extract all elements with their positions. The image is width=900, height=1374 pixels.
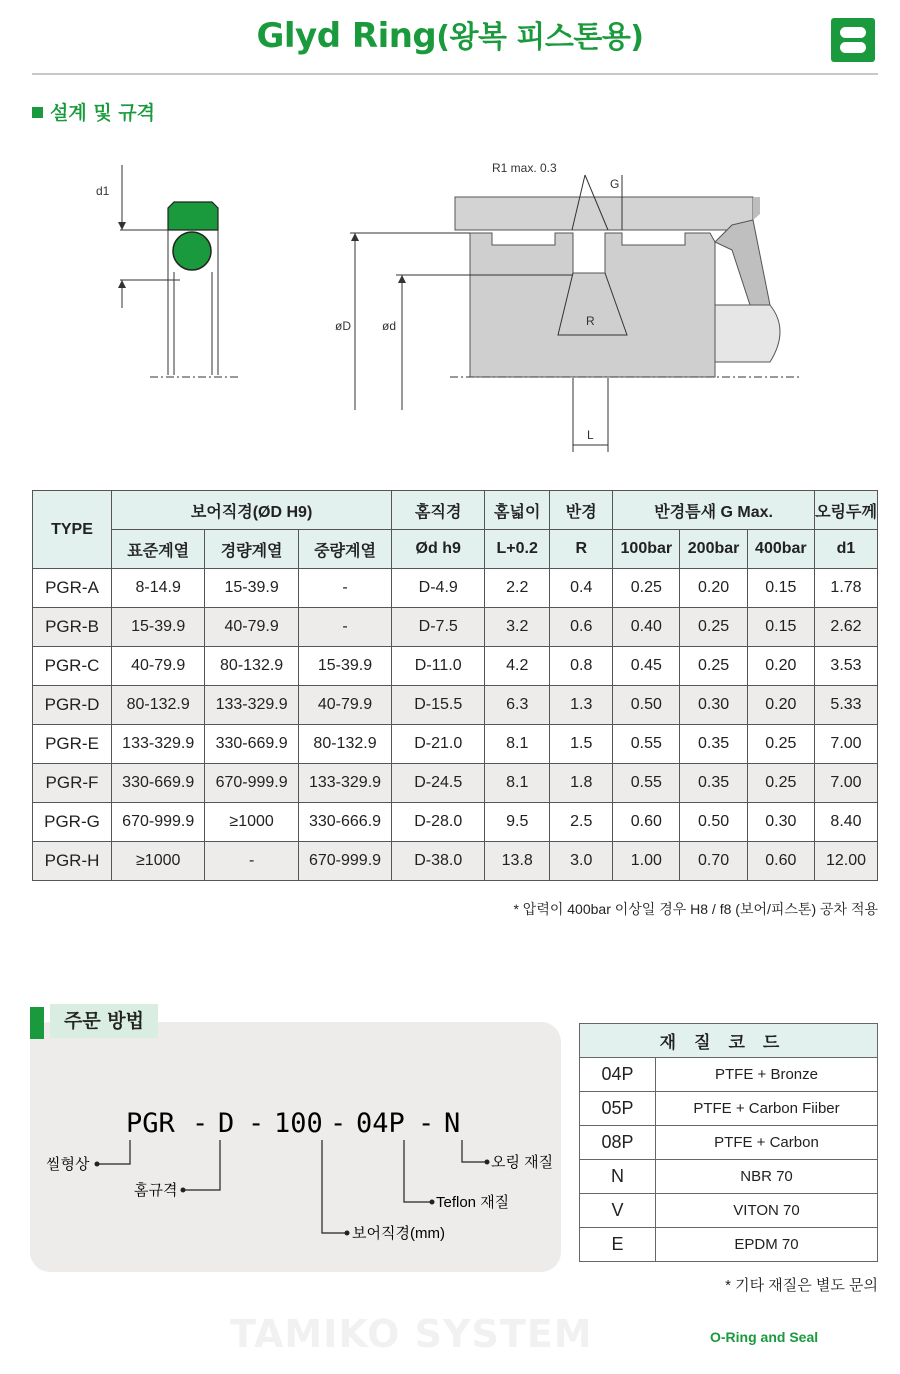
table-row <box>33 803 878 842</box>
table-cell: 9.5 <box>485 803 550 842</box>
subheader-standard: 표준계열 <box>112 530 205 569</box>
table-cell: 8.1 <box>485 725 550 764</box>
connector-dot-teflon <box>430 1200 435 1205</box>
code-part-oring: N <box>444 1108 461 1139</box>
glyd-ring-seal-shape <box>168 202 218 230</box>
material-row <box>580 1228 878 1262</box>
table-row <box>33 608 878 647</box>
table-cell: 1.78 <box>815 569 878 608</box>
table-cell: D-11.0 <box>392 647 485 686</box>
material-code: E <box>580 1228 656 1262</box>
subheader-200bar: 200bar <box>680 530 747 569</box>
id-arrowhead <box>398 275 406 283</box>
table-row <box>33 725 878 764</box>
table-cell-type: PGR-G <box>33 803 112 842</box>
label-oring-material: 오링 재질 <box>491 1154 554 1171</box>
material-note: * 기타 재질은 별도 문의 <box>725 1277 878 1294</box>
material-row <box>580 1092 878 1126</box>
table-cell: 670-999.9 <box>205 764 298 803</box>
table-cell: 12.00 <box>815 842 878 881</box>
label-r1-max: R1 max. 0.3 <box>492 161 557 175</box>
table-cell: 1.00 <box>613 842 680 881</box>
subheader-400bar: 400bar <box>747 530 814 569</box>
o-ring-shape <box>173 232 211 270</box>
table-cell: 0.30 <box>747 803 814 842</box>
table-cell: 7.00 <box>815 725 878 764</box>
material-row <box>580 1058 878 1092</box>
table-cell: 0.25 <box>680 647 747 686</box>
table-cell: D-15.5 <box>392 686 485 725</box>
connector-seal-type <box>97 1140 130 1164</box>
table-cell: 6.3 <box>485 686 550 725</box>
connector-bore-dia <box>322 1140 347 1233</box>
table-cell: 0.55 <box>613 725 680 764</box>
code-sep-2: - <box>248 1108 265 1139</box>
material-code: 08P <box>580 1126 656 1160</box>
table-cell: 0.50 <box>613 686 680 725</box>
material-code: 05P <box>580 1092 656 1126</box>
header-bore-diameter: 보어직경(ØD H9) <box>112 491 392 530</box>
table-cell: 1.8 <box>550 764 613 803</box>
material-table-title: 재질코드 <box>580 1024 878 1058</box>
material-code: N <box>580 1160 656 1194</box>
table-cell: 80-132.9 <box>112 686 205 725</box>
table-cell: ≥1000 <box>112 842 205 881</box>
table-cell: 670-999.9 <box>298 842 391 881</box>
code-part-groove: D <box>218 1108 235 1139</box>
label-id: ød <box>382 319 397 333</box>
section-title-design <box>32 98 155 125</box>
label-bore-dia: 보어직경(mm) <box>352 1225 445 1242</box>
table-cell: 2.62 <box>815 608 878 647</box>
spec-table <box>32 490 878 881</box>
cylinder-bore <box>455 197 753 230</box>
material-code-table <box>579 1023 878 1262</box>
table-cell: D-21.0 <box>392 725 485 764</box>
code-sep-1: - <box>192 1108 209 1139</box>
table-cell: 3.53 <box>815 647 878 686</box>
connector-dot-bore-dia <box>345 1231 350 1236</box>
table-row <box>33 569 878 608</box>
table-cell: 15-39.9 <box>298 647 391 686</box>
bore-end <box>753 197 760 220</box>
brand-logo-icon <box>831 18 875 62</box>
label-d1: d1 <box>96 184 110 198</box>
label-g: G <box>610 177 620 191</box>
table-cell: ≥1000 <box>205 803 298 842</box>
table-cell: 0.60 <box>613 803 680 842</box>
table-cell: 7.00 <box>815 764 878 803</box>
material-table-body <box>580 1058 878 1262</box>
table-cell: D-28.0 <box>392 803 485 842</box>
subheader-groove-dia: Ød h9 <box>392 530 485 569</box>
table-cell: - <box>298 608 391 647</box>
table-cell: 5.33 <box>815 686 878 725</box>
table-cell: D-38.0 <box>392 842 485 881</box>
table-cell-type: PGR-B <box>33 608 112 647</box>
table-cell: 0.20 <box>680 569 747 608</box>
table-cell: 3.2 <box>485 608 550 647</box>
title-main: Glyd Ring <box>256 16 437 56</box>
table-cell: 0.35 <box>680 725 747 764</box>
table-cell: 8-14.9 <box>112 569 205 608</box>
table-cell: 0.25 <box>680 608 747 647</box>
table-cell: 15-39.9 <box>112 608 205 647</box>
table-cell: 0.25 <box>747 764 814 803</box>
d1-arrowhead-top <box>118 222 126 230</box>
table-cell: 40-79.9 <box>112 647 205 686</box>
header-gap: 반경틈새 G Max. <box>613 491 815 530</box>
table-cell: D-4.9 <box>392 569 485 608</box>
table-row <box>33 647 878 686</box>
tolerance-note: * 압력이 400bar 이상일 경우 H8 / f8 (보어/피스톤) 공차 적용 <box>513 901 878 917</box>
material-description: PTFE + Carbon <box>656 1126 878 1160</box>
table-cell: 330-666.9 <box>298 803 391 842</box>
table-cell: 0.4 <box>550 569 613 608</box>
table-cell: - <box>298 569 391 608</box>
piston-chamfer <box>715 220 770 305</box>
subheader-d1: d1 <box>815 530 878 569</box>
label-r: R <box>586 314 595 328</box>
material-description: VITON 70 <box>656 1194 878 1228</box>
table-cell: 0.25 <box>747 725 814 764</box>
table-cell: 1.5 <box>550 725 613 764</box>
label-seal-type: 씰형상 <box>46 1156 90 1173</box>
table-cell: - <box>205 842 298 881</box>
connector-dot-oring <box>485 1160 490 1165</box>
table-cell: 0.6 <box>550 608 613 647</box>
table-cell: 0.60 <box>747 842 814 881</box>
table-cell: 0.15 <box>747 569 814 608</box>
table-row <box>33 842 878 881</box>
table-cell: 0.20 <box>747 686 814 725</box>
watermark-text: TAMIKO SYSTEM <box>230 1312 593 1356</box>
material-description: EPDM 70 <box>656 1228 878 1262</box>
order-code-diagram <box>0 1090 570 1260</box>
table-cell: 0.55 <box>613 764 680 803</box>
table-cell: 0.35 <box>680 764 747 803</box>
subheader-groove-width: L+0.2 <box>485 530 550 569</box>
table-cell: 15-39.9 <box>205 569 298 608</box>
table-cell-type: PGR-D <box>33 686 112 725</box>
material-row <box>580 1126 878 1160</box>
table-cell: 3.0 <box>550 842 613 881</box>
table-cell: 0.70 <box>680 842 747 881</box>
table-cell: 0.40 <box>613 608 680 647</box>
footer-tagline: O-Ring and Seal <box>710 1329 819 1345</box>
table-cell: 80-132.9 <box>205 647 298 686</box>
table-cell: 0.20 <box>747 647 814 686</box>
table-cell: 0.50 <box>680 803 747 842</box>
code-part-seal: PGR <box>126 1108 175 1139</box>
title-sub: (왕복 피스톤용) <box>436 20 644 55</box>
material-code: V <box>580 1194 656 1228</box>
header-radius: 반경 <box>550 491 613 530</box>
label-groove-spec: 홈규격 <box>134 1182 178 1199</box>
material-description: PTFE + Bronze <box>656 1058 878 1092</box>
subheader-100bar: 100bar <box>613 530 680 569</box>
order-tab-accent <box>30 1007 44 1039</box>
table-cell: 0.15 <box>747 608 814 647</box>
od-arrowhead <box>351 233 359 241</box>
table-cell: 0.45 <box>613 647 680 686</box>
table-cell: 330-669.9 <box>205 725 298 764</box>
code-part-bore: 100 <box>274 1108 323 1139</box>
header-groove-width: 홈넓이 <box>485 491 550 530</box>
table-cell-type: PGR-H <box>33 842 112 881</box>
table-cell-type: PGR-A <box>33 569 112 608</box>
square-bullet-icon <box>32 107 43 118</box>
subheader-light: 경량계열 <box>205 530 298 569</box>
table-cell: D-24.5 <box>392 764 485 803</box>
order-method-title: 주문 방법 <box>50 1004 158 1038</box>
table-cell: 133-329.9 <box>298 764 391 803</box>
piston-rod <box>715 305 780 362</box>
spec-table-body <box>33 569 878 881</box>
header-oring-thickness: 오링두께 <box>815 491 878 530</box>
table-cell: 80-132.9 <box>298 725 391 764</box>
table-cell: 0.30 <box>680 686 747 725</box>
material-description: PTFE + Carbon Fiiber <box>656 1092 878 1126</box>
table-cell: 2.2 <box>485 569 550 608</box>
table-cell-type: PGR-F <box>33 764 112 803</box>
table-cell: 0.25 <box>613 569 680 608</box>
connector-teflon <box>404 1140 432 1202</box>
connector-oring <box>462 1140 487 1162</box>
material-row <box>580 1194 878 1228</box>
table-cell-type: PGR-E <box>33 725 112 764</box>
table-cell: 1.3 <box>550 686 613 725</box>
section-title-text: 설계 및 규격 <box>50 102 155 124</box>
table-row <box>33 686 878 725</box>
subheader-heavy: 중량계열 <box>298 530 391 569</box>
page-title <box>0 12 900 56</box>
table-cell: 4.2 <box>485 647 550 686</box>
subheader-radius: R <box>550 530 613 569</box>
table-cell: 40-79.9 <box>298 686 391 725</box>
material-code: 04P <box>580 1058 656 1092</box>
table-cell: 8.40 <box>815 803 878 842</box>
header-type: TYPE <box>33 491 112 569</box>
table-cell: 670-999.9 <box>112 803 205 842</box>
d1-arrowhead-bottom <box>118 280 126 288</box>
code-sep-4: - <box>418 1108 435 1139</box>
table-cell: 40-79.9 <box>205 608 298 647</box>
connector-dot-groove-spec <box>181 1188 186 1193</box>
material-row <box>580 1160 878 1194</box>
connector-dot-seal-type <box>95 1162 100 1167</box>
table-cell: 8.1 <box>485 764 550 803</box>
table-row <box>33 764 878 803</box>
connector-groove-spec <box>183 1140 220 1190</box>
seal-cross-section-diagram <box>80 150 280 390</box>
material-description: NBR 70 <box>656 1160 878 1194</box>
label-teflon-material: Teflon 재질 <box>436 1194 510 1211</box>
table-cell: 133-329.9 <box>112 725 205 764</box>
table-cell-type: PGR-C <box>33 647 112 686</box>
table-cell: 0.8 <box>550 647 613 686</box>
table-cell: 133-329.9 <box>205 686 298 725</box>
label-l: L <box>587 428 594 442</box>
table-cell: 2.5 <box>550 803 613 842</box>
code-part-teflon: 04P <box>356 1108 405 1139</box>
header-divider <box>32 73 878 75</box>
table-cell: D-7.5 <box>392 608 485 647</box>
table-cell: 330-669.9 <box>112 764 205 803</box>
table-cell: 13.8 <box>485 842 550 881</box>
installation-diagram <box>330 150 810 460</box>
label-od: øD <box>335 319 351 333</box>
piston-body <box>470 233 715 377</box>
header-groove-diameter: 홈직경 <box>392 491 485 530</box>
code-sep-3: - <box>330 1108 347 1139</box>
